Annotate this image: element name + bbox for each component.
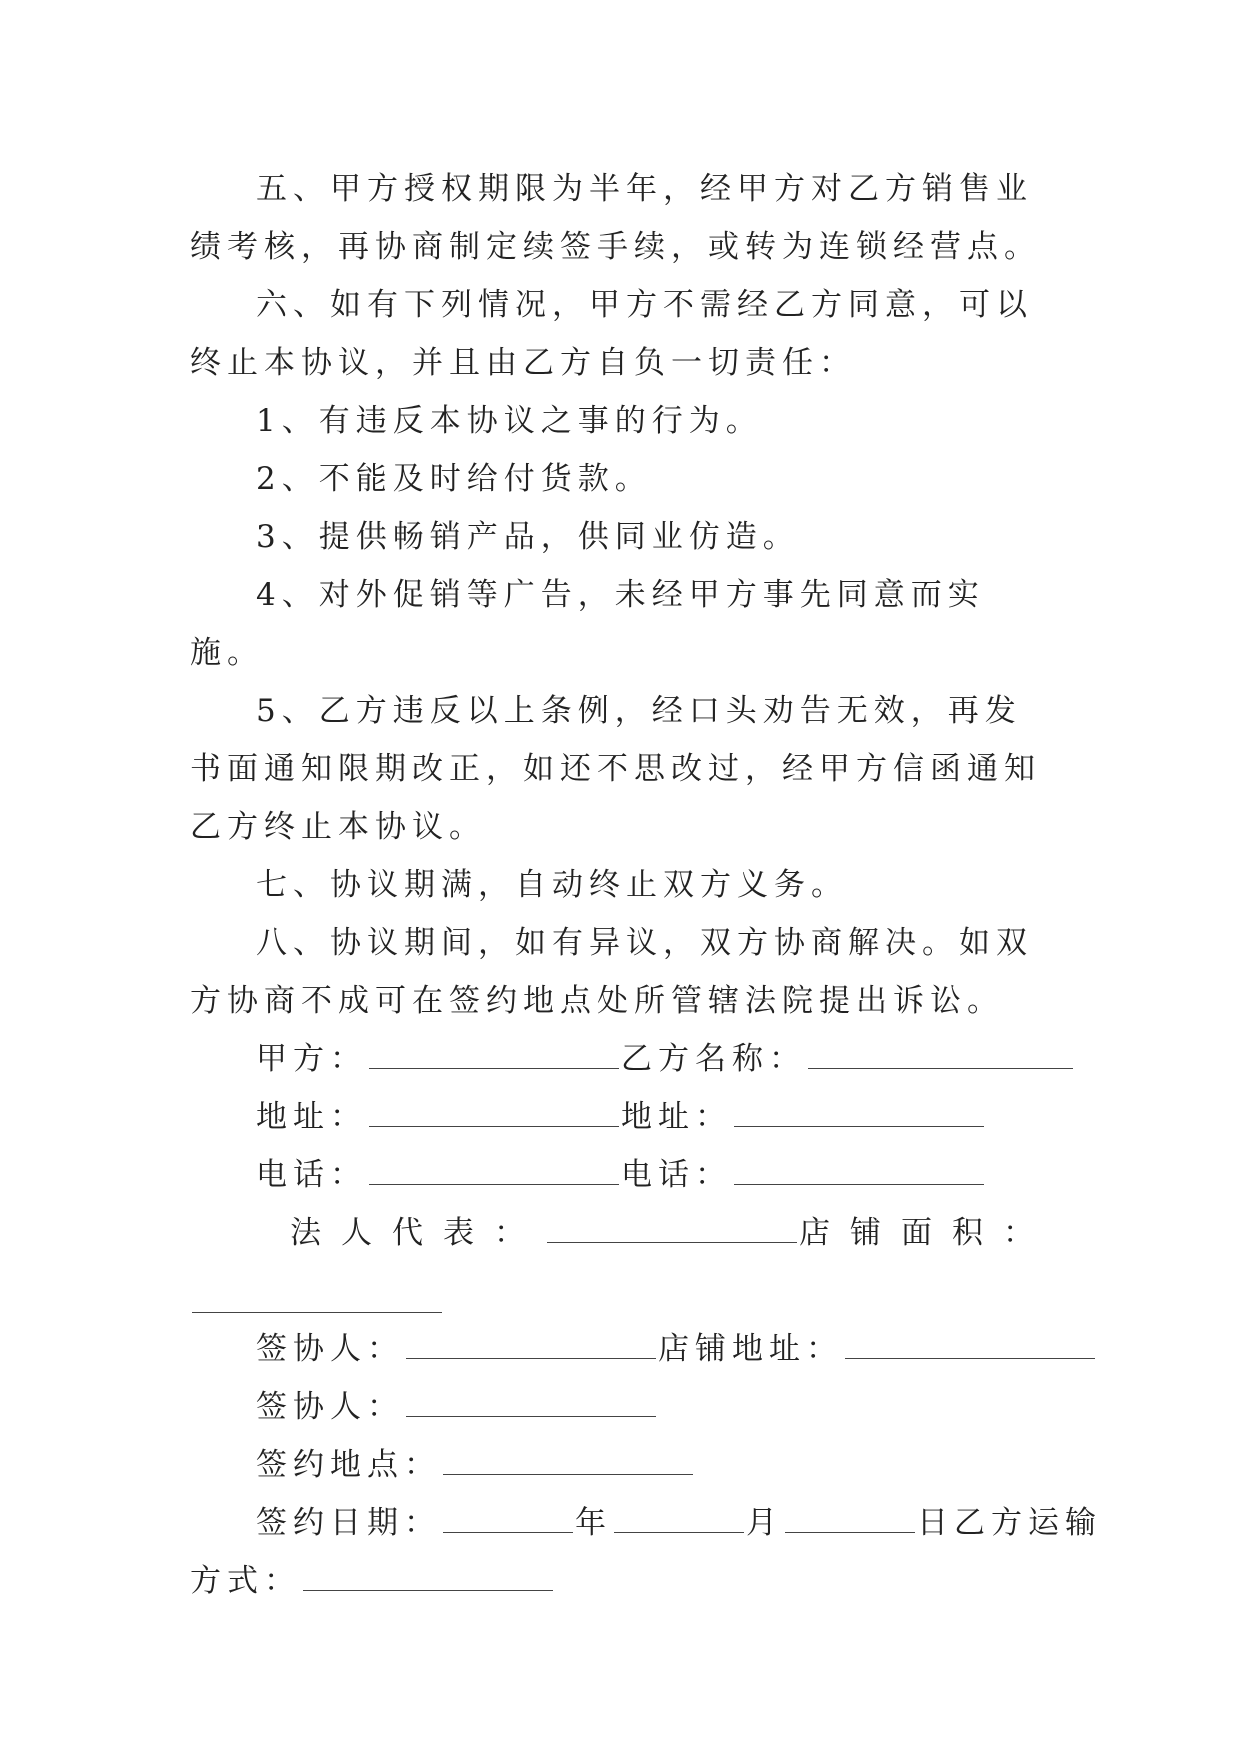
clause-6-item-4: 4、对外促销等广告，未经甲方事先同意而实施。 <box>190 577 985 671</box>
day-transport-label: 日乙方运输 <box>917 1505 1102 1541</box>
form-row-legal-rep <box>190 1204 1054 1262</box>
address-b-label: 地址： <box>621 1099 732 1135</box>
transport-method-blank[interactable] <box>303 1560 553 1591</box>
signer-1-label: 签协人： <box>256 1331 404 1367</box>
signer-2-blank[interactable] <box>406 1386 656 1417</box>
transport-method-label: 方式： <box>190 1563 301 1599</box>
phone-a-blank[interactable] <box>369 1154 619 1185</box>
shop-area-label: 店铺面积： <box>799 1215 1054 1251</box>
day-blank[interactable] <box>785 1502 915 1533</box>
signer-1-blank[interactable] <box>406 1328 656 1359</box>
clause-6-item-1: 1、有违反本协议之事的行为。 <box>256 403 763 439</box>
phone-b-label: 电话： <box>621 1157 732 1193</box>
signer-2-label: 签协人： <box>256 1389 404 1425</box>
form-row-address <box>190 1088 1050 1146</box>
form-row-sign-place <box>190 1436 1050 1494</box>
phone-a-label: 电话： <box>256 1157 367 1193</box>
month-blank[interactable] <box>614 1502 744 1533</box>
phone-b-blank[interactable] <box>734 1154 984 1185</box>
shop-area-blank[interactable] <box>192 1282 442 1313</box>
sign-place-label: 签约地点： <box>256 1447 441 1483</box>
address-a-blank[interactable] <box>369 1096 619 1127</box>
clause-6-item-2: 2、不能及时给付货款。 <box>256 461 652 497</box>
form-row-party <box>190 1030 1050 1088</box>
form-row-transport <box>190 1552 1050 1610</box>
clause-7: 七、协议期满，自动终止双方义务。 <box>256 867 848 903</box>
clause-6-item-3: 3、提供畅销产品，供同业仿造。 <box>256 519 800 555</box>
form-row-signer-1 <box>190 1320 1050 1378</box>
document-page <box>190 160 1102 1610</box>
form-row-signer-2 <box>190 1378 1050 1436</box>
shop-address-label: 店铺地址： <box>658 1331 843 1367</box>
month-label: 月 <box>746 1505 783 1541</box>
year-blank[interactable] <box>443 1502 573 1533</box>
party-b-name-blank[interactable] <box>808 1038 1073 1069</box>
clause-5: 五、甲方授权期限为半年，经甲方对乙方销售业绩考核，再协商制定续签手续，或转为连锁经营点。 <box>190 171 1041 265</box>
form-row-shop-area-blank <box>190 1262 1050 1320</box>
clause-6-item-5: 5、乙方违反以上条例，经口头劝告无效，再发书面通知限期改正，如还不思改过，经甲方信函通知乙方终止本协议。 <box>190 693 1041 845</box>
legal-rep-blank[interactable] <box>547 1212 797 1243</box>
clause-8: 八、协议期间，如有异议，双方协商解决。如双方协商不成可在签约地点处所管辖法院提出诉讼。 <box>190 925 1033 1019</box>
party-b-name-label: 乙方名称： <box>621 1041 806 1077</box>
sign-date-label: 签约日期： <box>256 1505 441 1541</box>
legal-rep-label: 法人代表： <box>290 1215 545 1251</box>
shop-address-blank[interactable] <box>845 1328 1095 1359</box>
sign-place-blank[interactable] <box>443 1444 693 1475</box>
year-label: 年 <box>575 1505 612 1541</box>
address-a-label: 地址： <box>256 1099 367 1135</box>
address-b-blank[interactable] <box>734 1096 984 1127</box>
clause-6: 六、如有下列情况，甲方不需经乙方同意，可以终止本协议，并且由乙方自负一切责任： <box>190 287 1033 381</box>
form-row-phone <box>190 1146 1050 1204</box>
party-a-label: 甲方： <box>256 1041 367 1077</box>
form-row-sign-date <box>190 1494 1102 1552</box>
party-a-blank[interactable] <box>369 1038 619 1069</box>
